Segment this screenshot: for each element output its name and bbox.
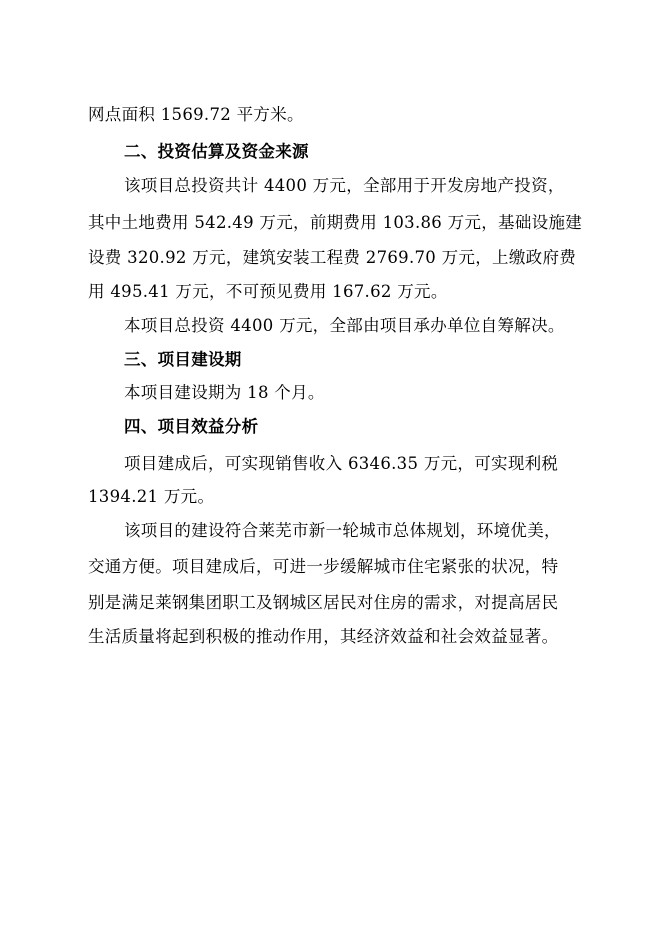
heading-period: 三、项目建设期 (124, 350, 242, 369)
paragraph-period: 本项目建设期为 18 个月。 (124, 383, 325, 402)
paragraph-social-line: 该项目的建设符合莱芜市新一轮城市总体规划，环境优美， (124, 521, 561, 540)
paragraph-revenue-line: 项目建成后，可实现销售收入 6346.35 万元，可实现利税 (124, 454, 559, 473)
paragraph-social-line: 交通方便。项目建成后，可进一步缓解城市住宅紧张的状况，特 (88, 557, 559, 576)
paragraph-investment-line: 该项目总投资共计 4400 万元，全部用于开发房地产投资， (124, 176, 565, 195)
paragraph-funding: 本项目总投资 4400 万元，全部由项目承办单位自筹解决。 (124, 316, 565, 335)
paragraph-revenue-line: 1394.21 万元。 (88, 487, 215, 506)
paragraph-area: 网点面积 1569.72 平方米。 (88, 105, 304, 124)
heading-investment: 二、投资估算及资金来源 (124, 142, 309, 161)
paragraph-social-line: 别是满足莱钢集团职工及钢城区居民对住房的需求，对提高居民 (88, 593, 559, 612)
paragraph-investment-line: 其中土地费用 542.49 万元，前期费用 103.86 万元，基础设施建 (88, 213, 583, 232)
paragraph-investment-line: 用 495.41 万元，不可预见费用 167.62 万元。 (88, 282, 448, 301)
paragraph-investment-line: 设费 320.92 万元，建筑安装工程费 2769.70 万元，上缴政府费 (88, 248, 577, 267)
paragraph-social-line: 生活质量将起到积极的推动作用，其经济效益和社会效益显著。 (88, 627, 559, 646)
heading-benefit: 四、项目效益分析 (124, 417, 259, 436)
